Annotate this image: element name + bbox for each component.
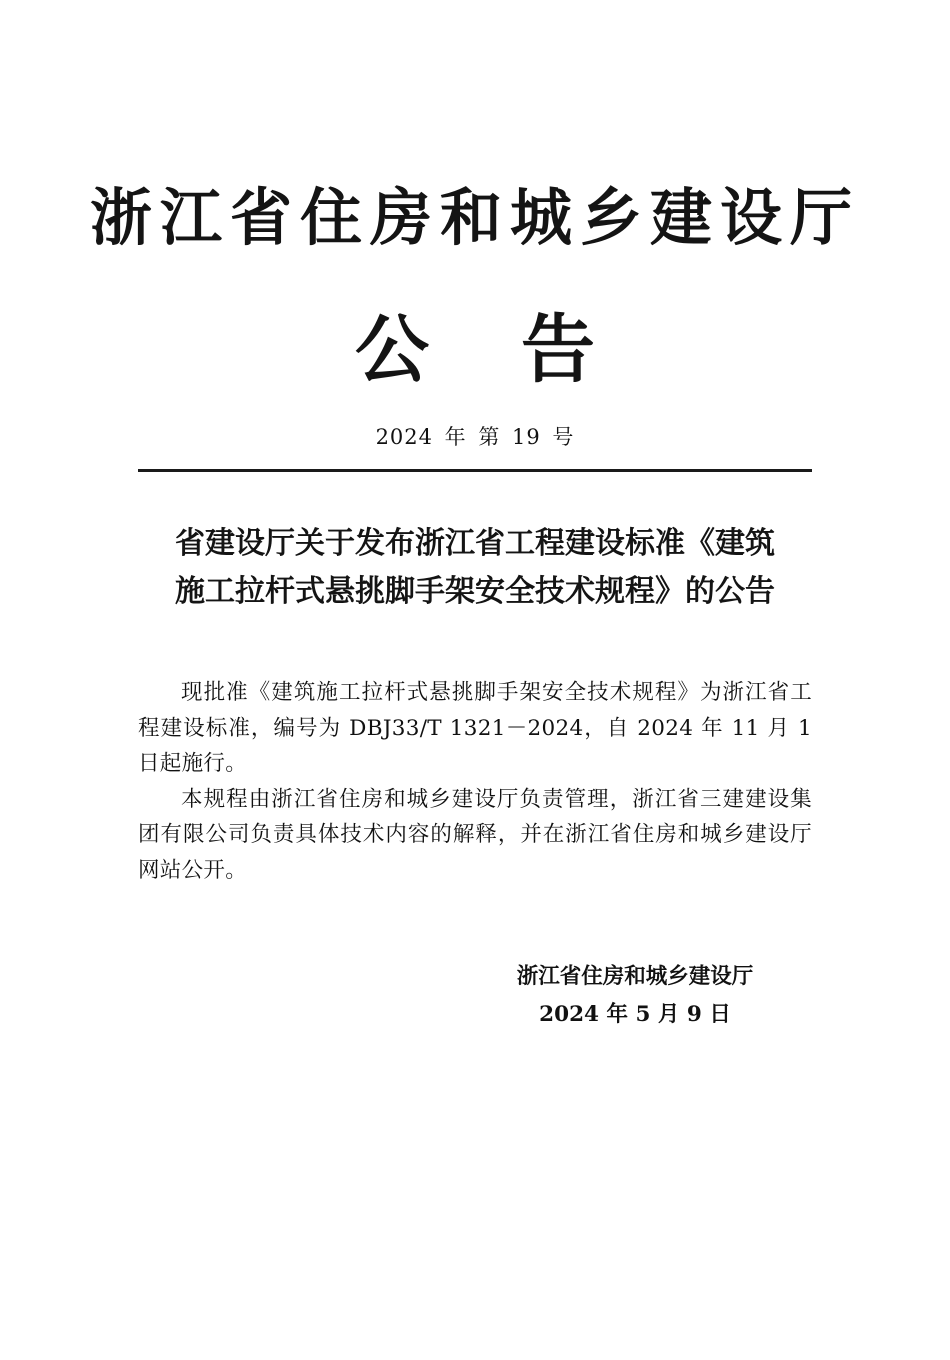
issuing-organization-title: 浙江省住房和城乡建设厅: [89, 181, 860, 254]
headline-line-2: 施工拉杆式悬挑脚手架安全技术规程》的公告: [175, 574, 775, 609]
document-type-heading: 公告: [355, 307, 687, 393]
signature-date: 2024 年 5 月 9 日: [539, 1002, 731, 1027]
body-paragraph-1: 现批准《建筑施工拉杆式悬挑脚手架安全技术规程》为浙江省工程建设标准，编号为 DBJ33/T 1321－2024，自 2024 年 11 月 1 日起施行。: [138, 680, 812, 776]
signature-block: [480, 958, 790, 1034]
body-paragraph-2: 本规程由浙江省住房和城乡建设厅负责管理，浙江省三建建设集团有限公司负责具体技术内容的解释，并在浙江省住房和城乡建设厅网站公开。: [138, 786, 812, 883]
announcement-body: [138, 675, 812, 888]
headline-line-1: 省建设厅关于发布浙江省工程建设标准《建筑: [175, 526, 775, 561]
signature-issuer: 浙江省住房和城乡建设厅: [516, 964, 754, 989]
document-number: 2024 年 第 19 号: [375, 425, 575, 449]
header-divider: [138, 469, 812, 472]
announcement-headline: [140, 520, 810, 616]
